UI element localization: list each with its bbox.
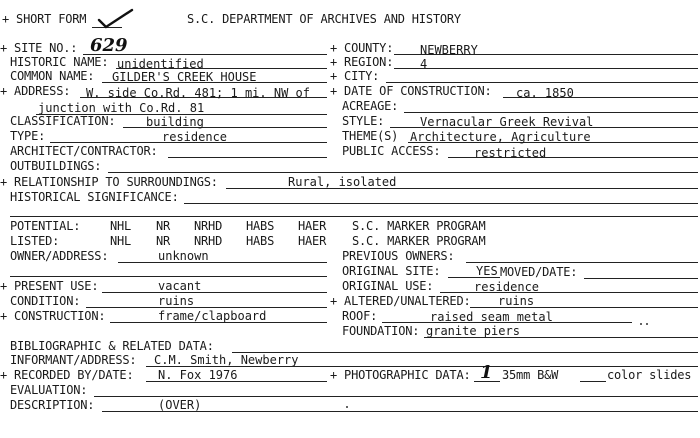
listed-nr: NR bbox=[156, 234, 171, 248]
stray-mark bbox=[346, 406, 348, 408]
classification-value: building bbox=[146, 115, 204, 129]
region-underline bbox=[394, 68, 698, 69]
historical-significance-label: HISTORICAL SIGNIFICANCE: bbox=[10, 190, 179, 204]
themes-value: Architecture, Agriculture bbox=[410, 130, 591, 144]
department-title: S.C. DEPARTMENT OF ARCHIVES AND HISTORY bbox=[187, 12, 461, 26]
architect-label: ARCHITECT/CONTRACTOR: bbox=[10, 144, 158, 158]
potential-nrhd: NRHD bbox=[194, 219, 223, 233]
description-label: DESCRIPTION: bbox=[10, 398, 95, 412]
region-label: + REGION: bbox=[330, 55, 394, 69]
photographic-data-label: + PHOTOGRAPHIC DATA: bbox=[330, 368, 471, 382]
evaluation-underline bbox=[94, 396, 698, 397]
listed-marker: S.C. MARKER PROGRAM bbox=[352, 234, 486, 248]
color-slides-underline bbox=[580, 381, 606, 382]
themes-label: THEME(S) bbox=[342, 129, 399, 143]
listed-label: LISTED: bbox=[10, 234, 60, 248]
owner-address-underline bbox=[118, 262, 327, 263]
county-value: NEWBERRY bbox=[420, 43, 478, 57]
county-label: + COUNTY: bbox=[330, 41, 394, 55]
listed-habs: HABS bbox=[246, 234, 275, 248]
historic-name-label: HISTORIC NAME: bbox=[10, 55, 109, 69]
acreage-label: ACREAGE: bbox=[342, 99, 399, 113]
owner-address-label: OWNER/ADDRESS: bbox=[10, 249, 109, 263]
present-use-underline bbox=[102, 292, 327, 293]
previous-owners-underline bbox=[466, 262, 698, 263]
previous-owners-label: PREVIOUS OWNERS: bbox=[342, 249, 455, 263]
foundation-value: granite piers bbox=[426, 324, 520, 338]
moved-date-label: MOVED/DATE: bbox=[500, 265, 578, 279]
altered-label: + ALTERED/UNALTERED: bbox=[330, 294, 471, 308]
informant-value: C.M. Smith, Newberry bbox=[154, 353, 299, 367]
bw-label: 35mm B&W bbox=[502, 368, 559, 382]
original-site-label: ORIGINAL SITE: bbox=[342, 264, 441, 278]
stray-mark bbox=[646, 323, 648, 325]
relationship-label: + RELATIONSHIP TO SURROUNDINGS: bbox=[0, 175, 218, 189]
construction-value: frame/clapboard bbox=[158, 309, 267, 323]
address-value-line1: W. side Co.Rd. 481; 1 mi. NW of bbox=[86, 86, 310, 100]
architect-underline bbox=[168, 157, 327, 158]
listed-nrhd: NRHD bbox=[194, 234, 223, 248]
style-value: Vernacular Greek Revival bbox=[420, 115, 594, 129]
evaluation-label: EVALUATION: bbox=[10, 383, 88, 397]
type-label: TYPE: bbox=[10, 129, 46, 143]
condition-value: ruins bbox=[158, 294, 195, 308]
potential-label: POTENTIAL: bbox=[10, 219, 81, 233]
blank-line-1 bbox=[10, 216, 698, 217]
informant-label: INFORMANT/ADDRESS: bbox=[10, 353, 137, 367]
address-label: + ADDRESS: bbox=[0, 84, 71, 98]
city-label: + CITY: bbox=[330, 69, 380, 83]
foundation-label: FOUNDATION: bbox=[342, 324, 420, 338]
present-use-value: vacant bbox=[158, 279, 202, 293]
recorded-by-label: + RECORDED BY/DATE: bbox=[0, 368, 134, 382]
roof-value: raised seam metal bbox=[430, 310, 553, 324]
present-use-label: + PRESENT USE: bbox=[0, 279, 99, 293]
blank-line-2 bbox=[10, 276, 327, 277]
style-label: STYLE: bbox=[342, 114, 385, 128]
condition-underline bbox=[86, 307, 327, 308]
acreage-underline bbox=[404, 112, 698, 113]
public-access-value: restricted bbox=[474, 146, 547, 160]
bibliographic-label: BIBLIOGRAPHIC & RELATED DATA: bbox=[10, 339, 214, 353]
outbuildings-label: OUTBUILDINGS: bbox=[10, 159, 102, 173]
historic-name-value: unidentified bbox=[117, 57, 204, 71]
potential-marker: S.C. MARKER PROGRAM bbox=[352, 219, 486, 233]
moved-date-underline bbox=[584, 278, 698, 279]
altered-value: ruins bbox=[498, 294, 535, 308]
potential-nr: NR bbox=[156, 219, 171, 233]
site-no-value: 629 bbox=[90, 35, 128, 56]
construction-label: + CONSTRUCTION: bbox=[0, 309, 106, 323]
historical-significance-underline bbox=[184, 203, 698, 204]
type-value: residence bbox=[162, 130, 228, 144]
stray-mark bbox=[640, 323, 642, 325]
listed-nhl: NHL bbox=[110, 234, 132, 248]
relationship-value: Rural, isolated bbox=[288, 175, 397, 189]
region-value: 4 bbox=[420, 57, 428, 71]
original-use-value: residence bbox=[474, 280, 540, 294]
condition-label: CONDITION: bbox=[10, 294, 81, 308]
date-construction-value: ca. 1850 bbox=[516, 86, 574, 100]
recorded-by-value: N. Fox 1976 bbox=[158, 368, 238, 382]
common-name-label: COMMON NAME: bbox=[10, 69, 95, 83]
date-construction-label: + DATE OF CONSTRUCTION: bbox=[330, 84, 492, 98]
city-underline bbox=[386, 82, 698, 83]
roof-label: ROOF: bbox=[342, 309, 378, 323]
short-form-label: + SHORT FORM bbox=[2, 12, 87, 26]
photo-count-value: 1 bbox=[480, 362, 493, 383]
listed-haer: HAER bbox=[298, 234, 327, 248]
common-name-value: GILDER'S CREEK HOUSE bbox=[112, 70, 257, 84]
potential-habs: HABS bbox=[246, 219, 275, 233]
classification-label: CLASSIFICATION: bbox=[10, 114, 116, 128]
address-value-line2: junction with Co.Rd. 81 bbox=[38, 101, 205, 115]
original-use-label: ORIGINAL USE: bbox=[342, 279, 434, 293]
owner-address-value: unknown bbox=[158, 249, 209, 263]
original-site-value: YES bbox=[476, 264, 498, 278]
checkmark-icon bbox=[96, 8, 136, 30]
color-slides-label: color slides bbox=[607, 368, 692, 382]
potential-haer: HAER bbox=[298, 219, 327, 233]
outbuildings-underline bbox=[108, 172, 698, 173]
bibliographic-underline bbox=[232, 352, 698, 353]
potential-nhl: NHL bbox=[110, 219, 132, 233]
public-access-label: PUBLIC ACCESS: bbox=[342, 144, 441, 158]
description-value: (OVER) bbox=[158, 398, 202, 412]
site-no-label: + SITE NO.: bbox=[0, 41, 78, 55]
